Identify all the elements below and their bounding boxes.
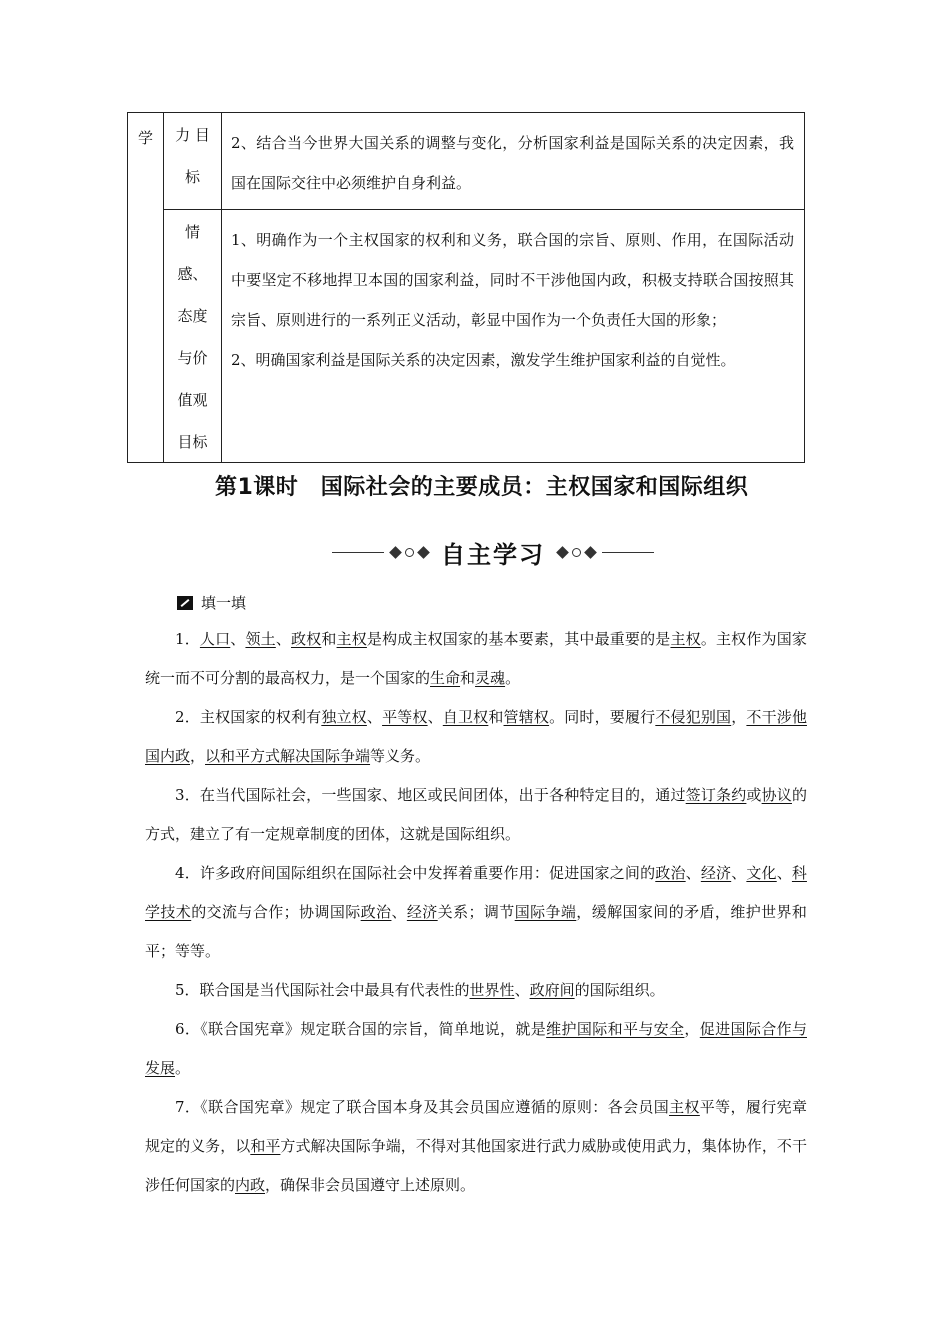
item-text: 6．《联合国宪章》规定联合国的宗旨，简单地说，就是: [175, 1020, 547, 1038]
item-text: 、: [230, 630, 246, 648]
fill-in-items: [145, 620, 807, 1205]
item-text: 、: [731, 864, 747, 882]
answer-blank: 政权: [291, 630, 322, 648]
ability-goal-text: 2、结合当今世界大国关系的调整与变化，分析国家利益是国际关系的决定因素，我国在国际交往中必须维护自身利益。: [222, 113, 805, 210]
answer-blank: 自卫权: [442, 708, 489, 726]
item-text: 、: [776, 864, 792, 882]
goal-row-emotion: [128, 210, 805, 463]
ornament-left-icon: [388, 548, 431, 557]
emotion-goal-label-2: 感、: [177, 265, 208, 283]
answer-blank: 国际争端: [514, 903, 577, 921]
answer-blank: 政治: [360, 903, 392, 921]
answer-blank: 以和平方式解决国际争端: [205, 747, 371, 765]
item-text: 、: [514, 981, 530, 999]
item-text: 。: [175, 1059, 191, 1077]
item-text: 7．《联合国宪章》规定了联合国本身及其会员国应遵循的原则：各会员国: [175, 1098, 670, 1116]
item-text: 的交流与合作；协调国际: [191, 903, 361, 921]
ability-goal-label-cell: [164, 113, 222, 210]
fill-in-item-5: [145, 971, 807, 1010]
fill-in-item-3: [145, 776, 807, 854]
answer-blank: 主权: [670, 630, 701, 648]
goal-category-cell: [128, 113, 164, 463]
emotion-goal-label-1: 情: [184, 223, 200, 241]
fill-in-item-6: [145, 1010, 807, 1088]
banner-rule-right: [602, 552, 654, 553]
answer-blank: 科学技术: [145, 864, 807, 921]
item-text: 5．联合国是当代国际社会中最具有代表性的: [175, 981, 470, 999]
emotion-goal-text-2: 2、明确国家利益是国际关系的决定因素，激发学生维护国家利益的自觉性。: [231, 351, 736, 369]
item-text: 、: [427, 708, 443, 726]
answer-blank: 促进国际合作与发展: [145, 1020, 807, 1077]
emotion-goal-label-cell: [164, 210, 222, 463]
item-text: ，: [190, 747, 206, 765]
ornament-right-icon: [555, 548, 598, 557]
item-text: 、: [391, 903, 407, 921]
answer-blank: 政府间: [529, 981, 575, 999]
answer-blank: 不干涉他国内政: [145, 708, 807, 765]
item-text: 和: [321, 630, 337, 648]
answer-blank: 领土: [245, 630, 276, 648]
answer-blank: 独立权: [321, 708, 367, 726]
banner-rule-left: [332, 552, 384, 553]
answer-blank: 平等权: [382, 708, 428, 726]
item-text: ，: [731, 708, 747, 726]
fill-in-item-1: [145, 620, 807, 698]
answer-blank: 签订条约: [685, 786, 747, 804]
answer-blank: 主权: [669, 1098, 700, 1116]
pencil-icon: [177, 596, 193, 610]
fill-in-item-4: [145, 854, 807, 971]
emotion-goal-text-1: 1、明确作为一个主权国家的权利和义务，联合国的宗旨、原则、作用，在国际活动中要坚定不移地捍卫本国的国家利益，同时不干涉他国内政，积极支持联合国按照其宗旨、原则进行的一系列正义活动，彰显中国作为一个负责任大国的形象；: [231, 231, 794, 329]
ability-goal-label-1: 力 目: [175, 126, 210, 144]
item-text: 4．许多政府间国际组织在国际社会中发挥着重要作用：促进国家之间的: [175, 864, 656, 882]
section-banner-title: 自主学习: [441, 540, 545, 569]
answer-blank: 管辖权: [503, 708, 550, 726]
lesson-title: 第1课时 国际社会的主要成员：主权国家和国际组织: [215, 475, 749, 500]
item-text: ，确保非会员国遵守上述原则。: [265, 1176, 476, 1194]
answer-blank: 经济: [700, 864, 732, 882]
item-text: 、: [685, 864, 701, 882]
item-text: 或: [746, 786, 762, 804]
answer-blank: 和平: [250, 1137, 281, 1155]
fill-in-item-7: [145, 1088, 807, 1205]
item-text: 、: [366, 708, 383, 726]
goal-row-ability: [128, 113, 805, 210]
fill-in-label: 填一填: [201, 594, 247, 612]
answer-blank: 内政: [235, 1176, 266, 1194]
section-banner: [313, 530, 673, 574]
answer-blank: 经济: [406, 903, 438, 921]
fill-in-item-2: [145, 698, 807, 776]
item-text: 的国际组织。: [574, 981, 665, 999]
item-text: 。同时，要履行: [549, 708, 656, 726]
answer-blank: 灵魂: [475, 669, 506, 687]
item-text: 关系；调节: [437, 903, 515, 921]
answer-blank: 维护国际和平与安全: [546, 1020, 685, 1038]
answer-blank: 政治: [655, 864, 686, 882]
fill-in-heading: [177, 592, 246, 613]
teaching-goals-table: [127, 112, 805, 463]
item-text: 和: [460, 669, 476, 687]
answer-blank: 协议: [761, 786, 792, 804]
answer-blank: 世界性: [469, 981, 515, 999]
item-text: 3．在当代国际社会，一些国家、地区或民间团体，出于各种特定目的，通过: [175, 786, 686, 804]
item-text: 2．主权国家的权利有: [175, 708, 322, 726]
emotion-goal-label-5: 值观: [177, 391, 208, 409]
item-text: 。: [505, 669, 521, 687]
emotion-goal-text-cell: [222, 210, 805, 463]
emotion-goal-label-6: 目标: [177, 433, 208, 451]
answer-blank: 文化: [746, 864, 777, 882]
item-text: 1．: [175, 630, 200, 648]
item-text: 的方式，建立了有一定规章制度的团体，这就是国际组织。: [145, 786, 807, 843]
ability-goal-label-2: 标: [184, 168, 200, 186]
item-text: 、: [275, 630, 291, 648]
emotion-goal-label-4: 与价: [177, 349, 208, 367]
emotion-goal-label-3: 态度: [177, 307, 208, 325]
item-text: ，缓解国家间的矛盾，维护世界和平；等等。: [145, 903, 807, 960]
item-text: 。主权作为国家统一而不可分割的最高权力，是一个国家的: [145, 630, 807, 687]
answer-blank: 人口: [199, 630, 231, 648]
goal-category-label: 学: [137, 129, 153, 147]
item-text: 方式解决国际争端，不得对其他国家进行武力威胁或使用武力，集体协作，不干涉任何国家的: [145, 1137, 807, 1194]
answer-blank: 主权: [336, 630, 367, 648]
item-text: 和: [488, 708, 504, 726]
item-text: 平等，履行宪章规定的义务，以: [145, 1098, 807, 1155]
item-text: 是构成主权国家的基本要素，其中最重要的是: [366, 630, 671, 648]
answer-blank: 不侵犯别国: [655, 708, 732, 726]
item-text: ，: [684, 1020, 700, 1038]
item-text: 等义务。: [370, 747, 431, 765]
answer-blank: 生命: [430, 669, 461, 687]
